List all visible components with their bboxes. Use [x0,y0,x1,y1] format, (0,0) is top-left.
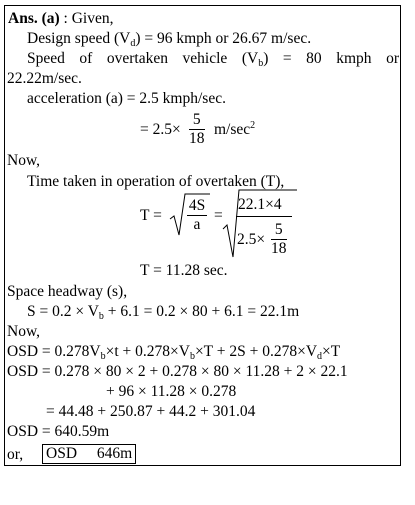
t-mid-equals: = [214,207,223,224]
osd-substitution: OSD = 0.278 × 80 × 2 + 0.278 × 80 × 11.28 + 2 × 22.1 [7,363,348,380]
osd-f-3: ×T + 2S + 0.278×V [194,343,318,360]
final-answer-box: OSD   646m [42,444,136,464]
subscript-d: d [130,38,136,49]
subscript-d: d [317,351,323,362]
answer-heading [8,10,113,28]
osd-result: OSD = 640.59m [7,423,110,440]
t2-numerator: 22.1×4 [238,196,282,213]
fraction-denominator: 18 [189,130,205,147]
t2-den-prefix: 2.5× [237,231,266,248]
subscript-b: b [258,58,264,69]
subscript-b: b [100,351,106,362]
overtaken-speed-line-2: 22.22m/sec. [7,70,82,87]
now-label-1: Now, [7,152,41,169]
acceleration-line: acceleration (a) = 2.5 kmph/sec. [27,90,226,107]
subscript-b: b [98,311,104,322]
t-result: T = 11.28 sec. [140,262,228,279]
overtaken-speed-value: ) = 80 kmph or [263,50,399,67]
osd-f-1: OSD = 0.278V [7,343,101,360]
or-label: or, [7,446,24,463]
space-headway-label: Space headway (s), [7,283,128,300]
s-eq-value: + 6.1 = 0.2 × 80 + 6.1 = 22.1m [103,303,300,320]
osd-terms: = 44.48 + 250.87 + 44.2 + 301.04 [46,403,256,420]
now-label-2: Now, [7,323,41,340]
t2-den-fraction [271,221,287,258]
time-taken-line: Time taken in operation of overtaken (T), [27,173,285,190]
s-eq-text: S = 0.2 × V [27,303,99,320]
t-fraction-num: 4S [188,197,206,214]
osd-f-4: ×T [322,343,341,360]
t2-fraction-bar [236,216,292,217]
fraction-numerator: 5 [189,111,205,130]
t-fraction [187,197,207,234]
answer-label: Ans. (a) [8,10,60,27]
overtaken-speed-line [27,50,399,68]
overtaken-speed-text: Speed of overtaken vehicle (V [27,50,259,67]
acceleration-fraction [189,111,205,148]
design-speed-line [27,30,311,48]
unit-text: m/sec [214,121,251,138]
space-headway-eq [27,303,299,321]
design-speed-text: Design speed (V [27,30,131,47]
unit-superscript: 2 [250,120,256,131]
osd-formula [7,343,340,361]
t-equals: T = [140,207,162,224]
osd-f-2: ×t + 0.278×V [105,343,190,360]
osd-substitution-cont: + 96 × 11.28 × 0.278 [106,383,237,400]
t2-den-den: 18 [271,240,287,257]
subscript-b: b [189,351,195,362]
answer-given: : Given, [59,10,114,27]
acceleration-unit [214,121,255,139]
acceleration-eq-prefix: = 2.5× [140,121,181,138]
t-fraction-den: a [193,216,201,233]
design-speed-value: ) = 96 kmph or 26.67 m/sec. [135,30,312,47]
t2-den-num: 5 [271,221,287,240]
